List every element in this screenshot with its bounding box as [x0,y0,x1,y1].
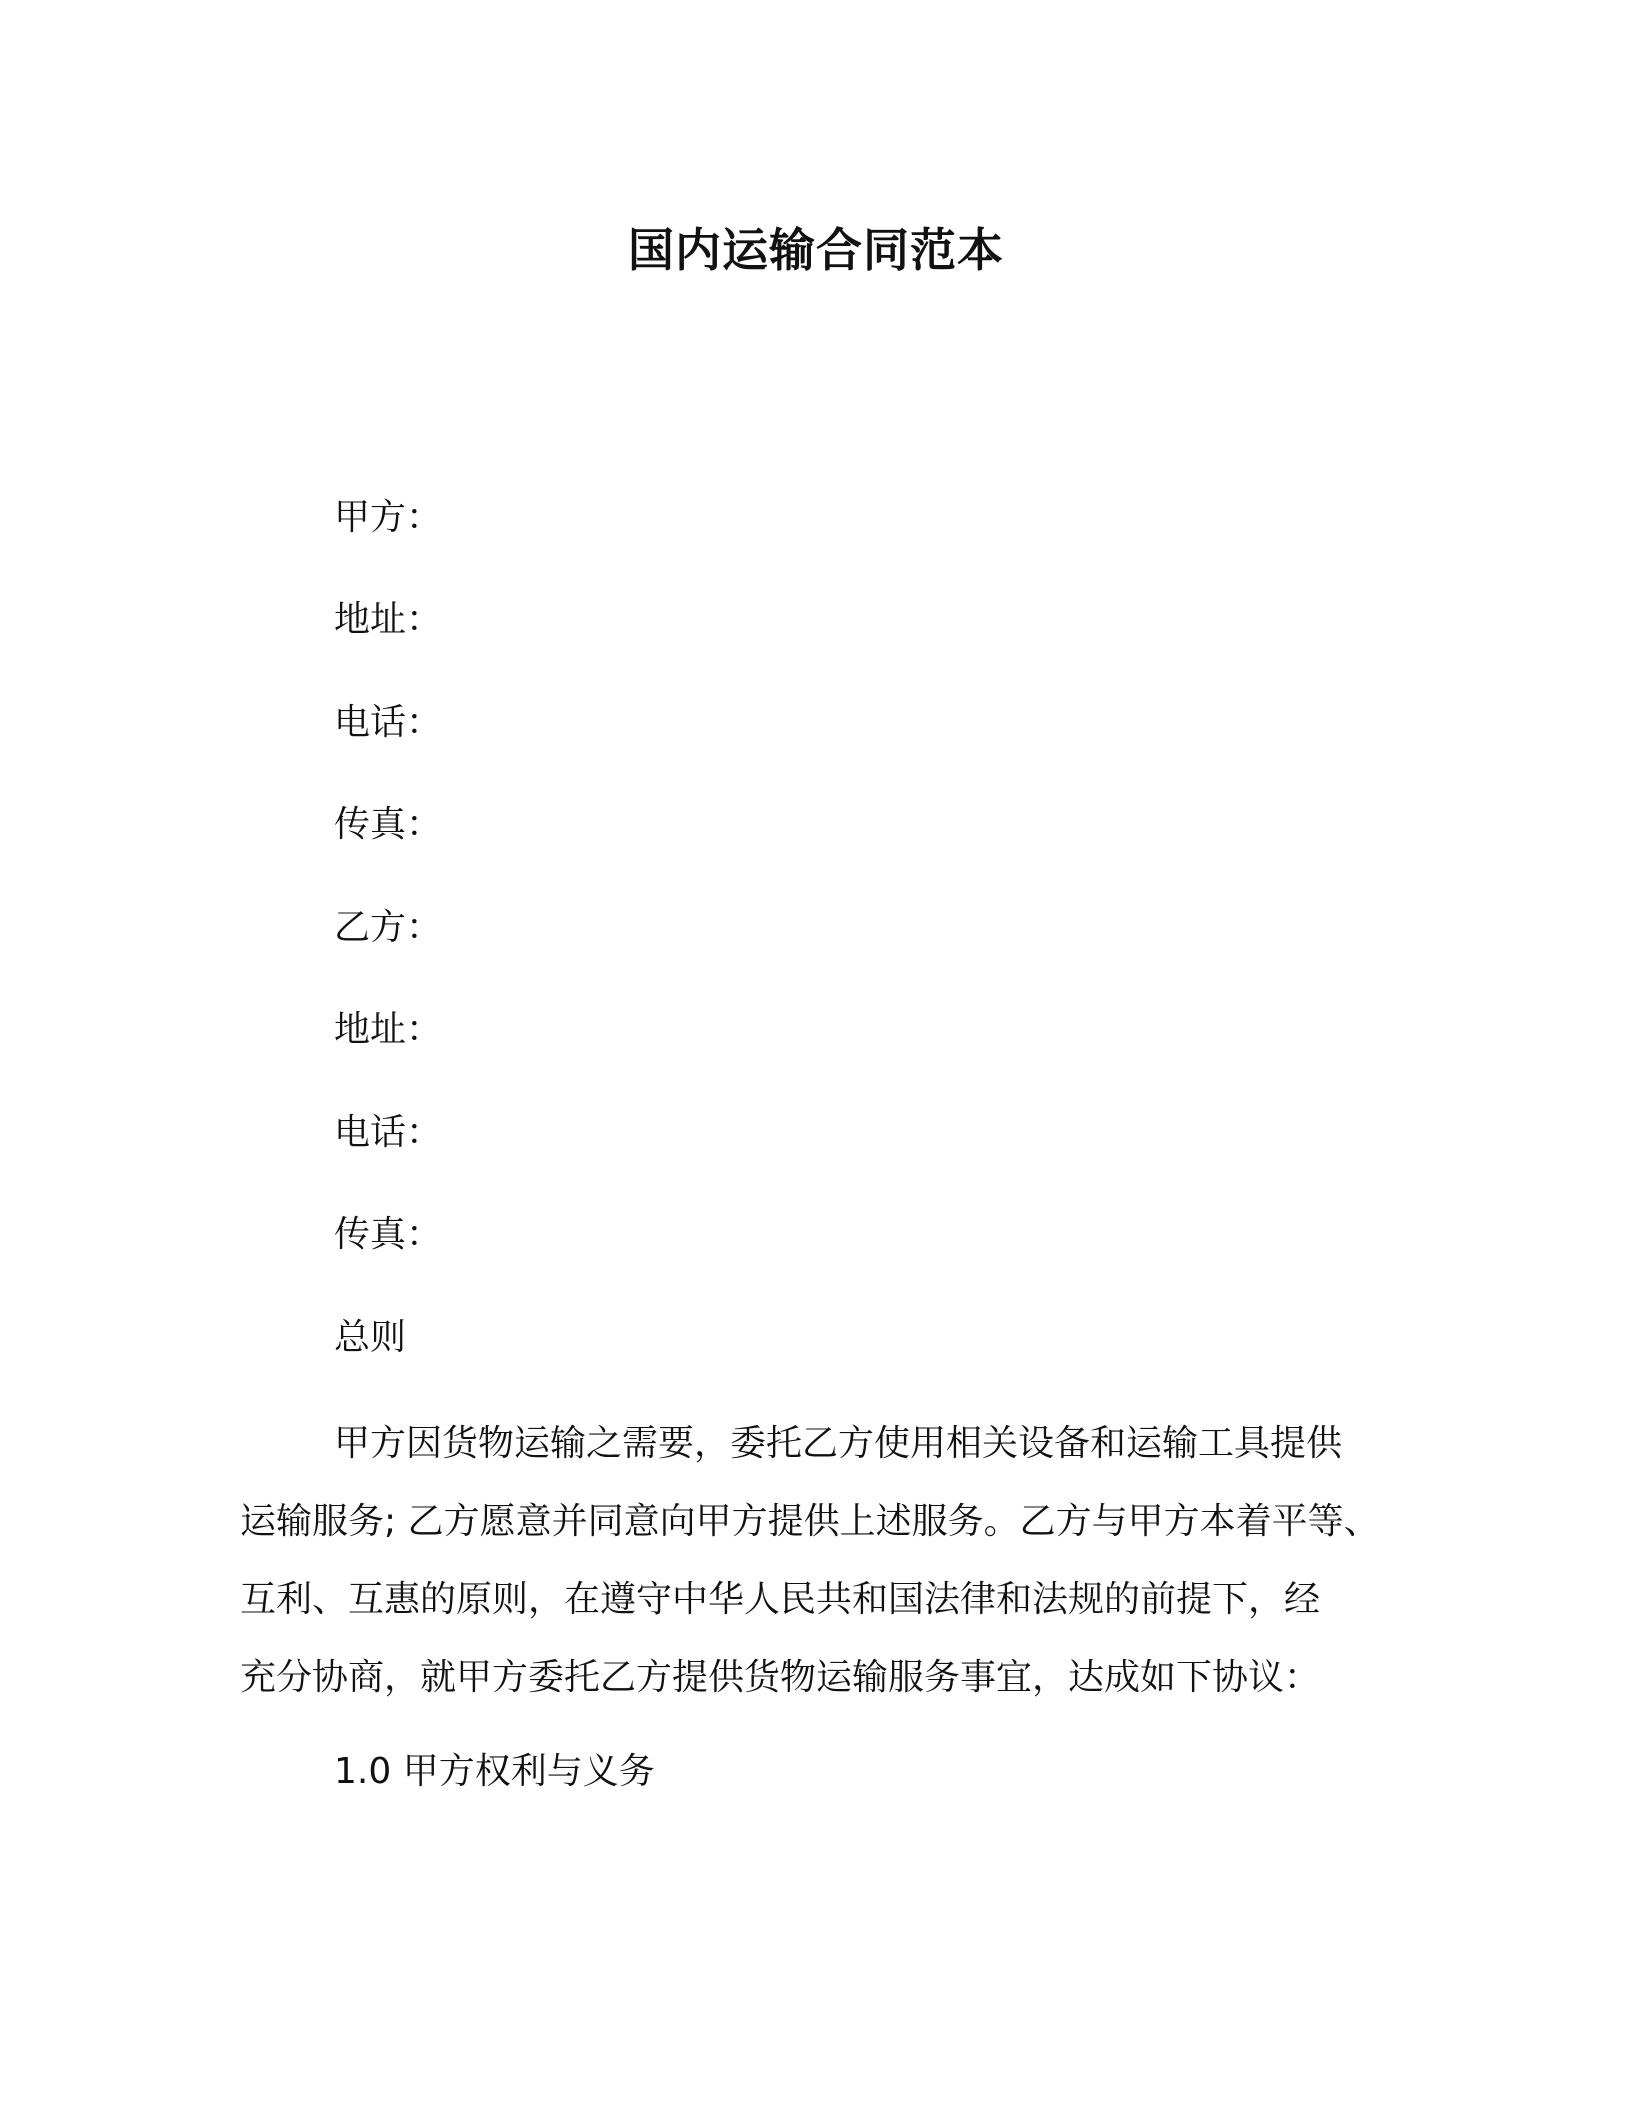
party-a-fax-label: 传真： [334,804,443,845]
section-1-heading: 1.0 甲方权利与义务 [334,1751,655,1792]
party-a-address-label: 地址： [334,599,443,640]
intro-line-3: 互利、互惠的原则，在遵守中华人民共和国法律和法规的前提下，经 [240,1579,1321,1620]
party-b-phone-label: 电话： [334,1112,443,1153]
party-b-address-label: 地址： [334,1009,443,1050]
intro-line-4: 充分协商，就甲方委托乙方提供货物运输服务事宜，达成如下协议： [240,1657,1321,1698]
general-heading: 总则 [334,1317,407,1358]
intro-line-2: 运输服务; 乙方愿意并同意向甲方提供上述服务。乙方与甲方本着平等、 [240,1501,1380,1542]
party-a-label: 甲方： [334,497,443,538]
party-b-fax-label: 传真： [334,1214,443,1255]
document-title: 国内运输合同范本 [628,223,1004,277]
intro-line-1: 甲方因货物运输之需要，委托乙方使用相关设备和运输工具提供 [334,1423,1343,1464]
party-b-label: 乙方： [334,907,443,948]
intro-paragraph [240,1405,1400,1717]
party-a-phone-label: 电话： [334,702,443,743]
